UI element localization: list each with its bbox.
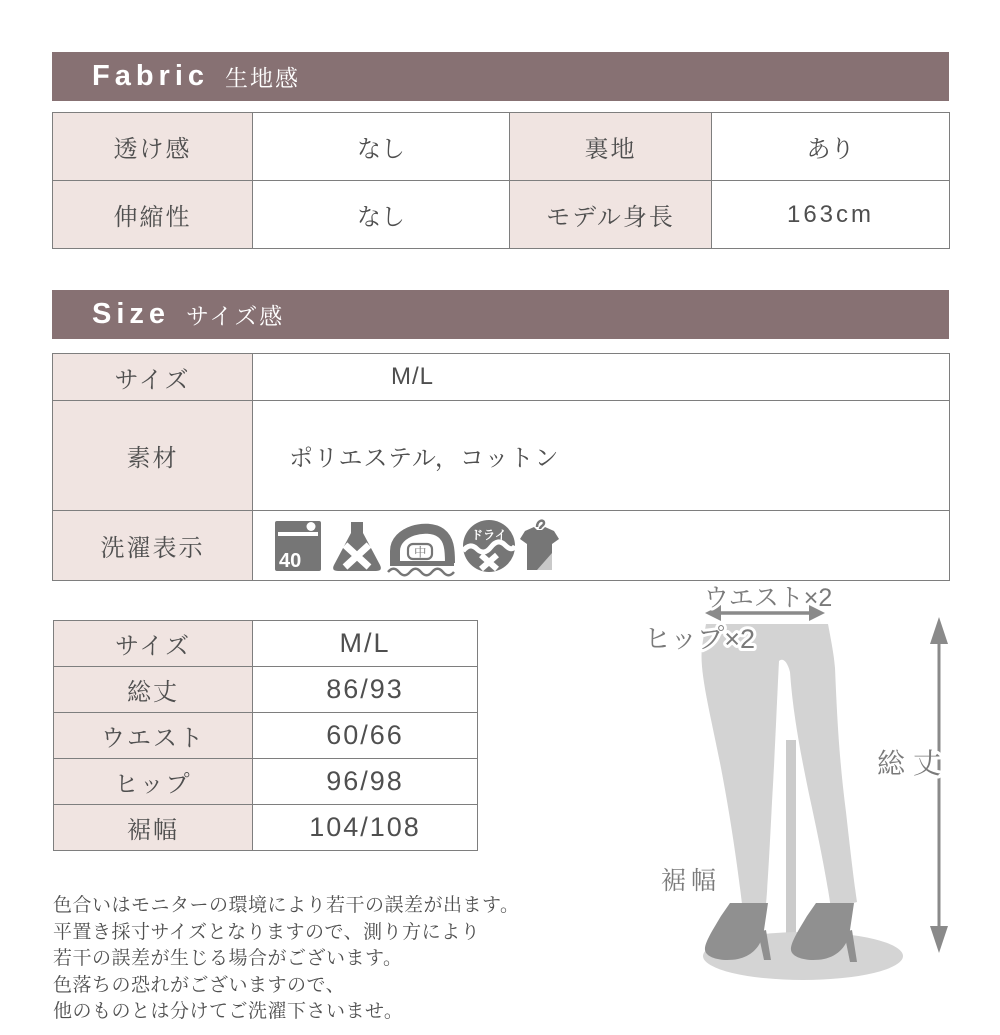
table-row (54, 805, 478, 851)
measure-value-waist: 60/66 (253, 713, 478, 759)
fabric-value-model-height: 163cm (712, 181, 950, 249)
measure-label-hip: ヒップ (54, 759, 253, 805)
measure-label-size: サイズ (54, 621, 253, 667)
fabric-heading-en: Fabric (92, 60, 210, 92)
fabric-value-sheerness: なし (253, 113, 510, 181)
measurements-table (53, 620, 478, 851)
hem-label: 裾幅 (661, 867, 722, 895)
fabric-label-sheerness: 透け感 (53, 113, 253, 181)
table-row (53, 181, 950, 249)
table-row (54, 713, 478, 759)
fabric-value-stretch: なし (253, 181, 510, 249)
note-line: 他のものとは分けてご洗濯下さいませ。 (53, 1001, 404, 1022)
waist-label: ウエスト×2 (703, 584, 833, 612)
size-section-heading (52, 290, 949, 339)
note-line: 若干の誤差が生じる場合がございます。 (53, 948, 403, 969)
no-bleach-icon (333, 522, 381, 571)
fabric-label-model-height: モデル身長 (510, 181, 712, 249)
note-line: 色落ちの恐れがございますので、 (53, 974, 346, 996)
material-value: ポリエステル，コットン (253, 401, 950, 511)
fabric-table (52, 112, 950, 249)
measure-value-length: 86/93 (253, 667, 478, 713)
disclaimer-notes (53, 893, 519, 1026)
fabric-value-lining: あり (712, 113, 950, 181)
iron-medium-icon (388, 528, 454, 575)
hang-dry-icon (520, 520, 559, 569)
note-line: 平置き採寸サイズとなりますので、測り方により (53, 921, 481, 943)
svg-text:40: 40 (279, 549, 302, 572)
fabric-heading-ja: 生地感 (225, 65, 301, 91)
table-row (54, 621, 478, 667)
svg-text:中: 中 (414, 545, 427, 559)
measurement-figure (600, 570, 1000, 1000)
laundry-care-icons (275, 515, 560, 577)
measure-value-hem: 104/108 (253, 805, 478, 851)
length-label: 総丈 (877, 748, 950, 779)
measure-value-hip: 96/98 (253, 759, 478, 805)
measure-label-waist: ウエスト (54, 713, 253, 759)
fabric-label-lining: 裏地 (510, 113, 712, 181)
fabric-section-heading (52, 52, 949, 101)
material-label: 素材 (53, 401, 253, 511)
table-row (53, 354, 950, 401)
care-label: 洗濯表示 (53, 511, 253, 581)
measure-label-length: 総丈 (54, 667, 253, 713)
size-label: サイズ (53, 354, 253, 401)
svg-text:ドライ: ドライ (471, 527, 507, 542)
length-arrow (930, 617, 948, 953)
stand-pole (786, 740, 796, 955)
size-info-table (52, 353, 950, 581)
measure-value-size: M/L (253, 621, 478, 667)
table-row (53, 401, 950, 511)
fabric-label-stretch: 伸縮性 (53, 181, 253, 249)
size-heading-ja: サイズ感 (186, 303, 285, 329)
hip-label: ヒップ×2 (644, 624, 755, 654)
machine-wash-40-icon (275, 521, 321, 572)
note-line: 色合いはモニターの環境により若干の誤差が出ます。 (53, 895, 520, 916)
no-dry-clean-icon (463, 520, 515, 572)
table-row (53, 113, 950, 181)
size-value: M/L (253, 354, 950, 401)
size-heading-en: Size (92, 298, 171, 330)
legs-silhouette (702, 624, 857, 909)
table-row (54, 667, 478, 713)
measure-label-hem: 裾幅 (54, 805, 253, 851)
table-row (54, 759, 478, 805)
